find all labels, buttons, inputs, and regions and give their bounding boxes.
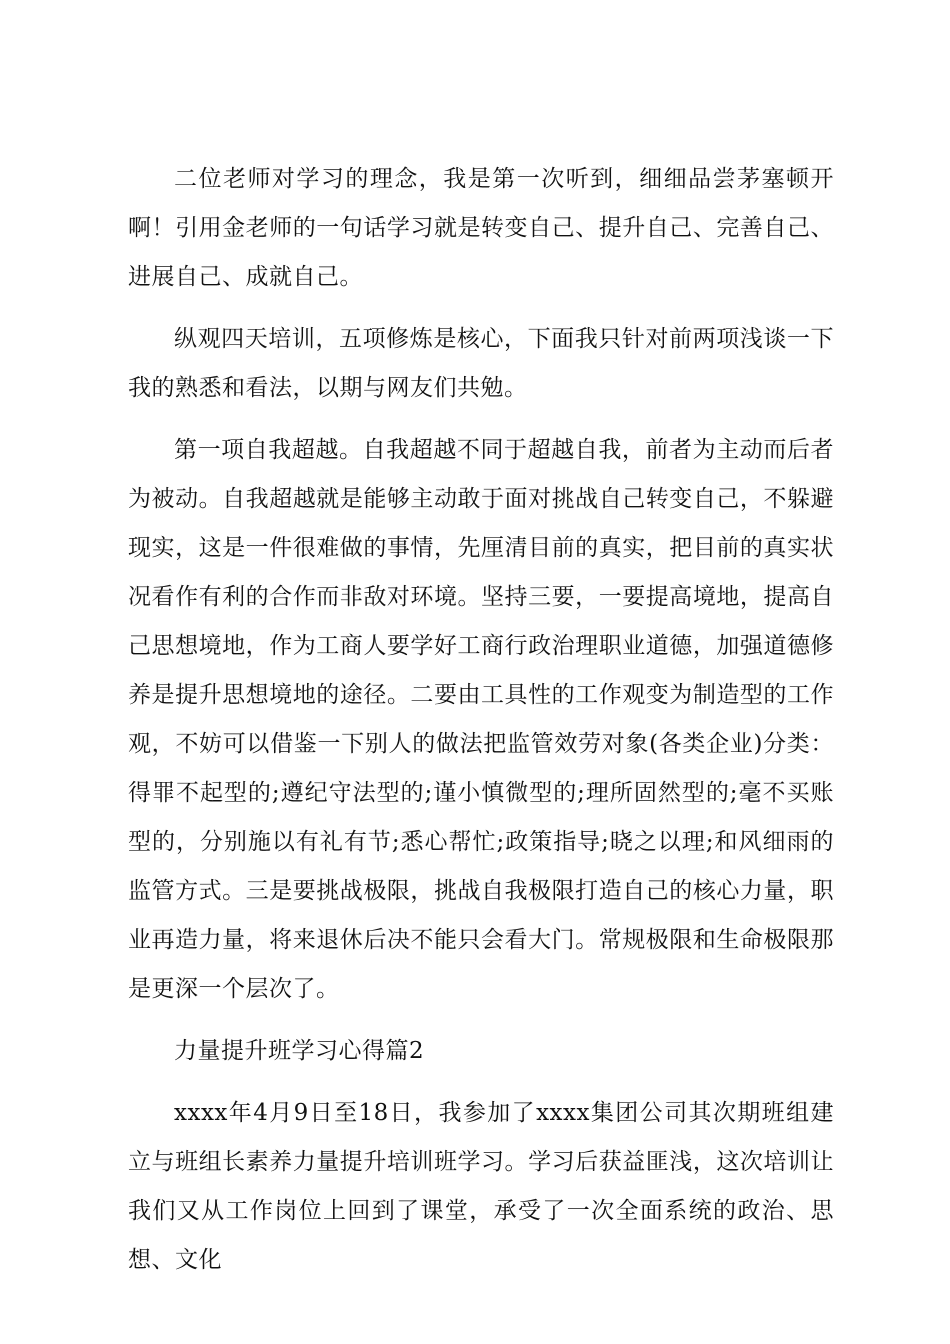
paragraph-1: 二位老师对学习的理念，我是第一次听到，细细品尝茅塞顿开啊！引用金老师的一句话学习就是转变自己、提升自己、完善自己、进展自己、成就自己。 xyxy=(128,166,834,290)
paragraph-3: 第一项自我超越。自我超越不同于超越自我，前者为主动而后者为被动。自我超越就是能够主动敢于面对挑战自己转变自己，不躲避现实，这是一件很难做的事情，先厘清目前的真实，把目前的真实状况看作有利的合作而非敌对环境。坚持三要，一要提高境地，提高自己思想境地，作为工商人要学好工商行政治理职业道德，加强道德修养是提升思想境地的途径。二要由工具性的工作观变为制造型的工作观，不妨可以借鉴一下别人的做法把监管效劳对象(各类企业)分类：得罪不起型的;遵纪守法型的;谨小慎微型的;理所固然型的;毫不买账型的，分别施以有礼有节;悉心帮忙;政策指导;晓之以理;和风细雨的监管方式。三是要挑战极限，挑战自我极限打造自己的核心力量，职业再造力量，将来退休后决不能只会看大门。常规极限和生命极限那是更深一个层次了。 xyxy=(128,437,834,1002)
section-heading: 力量提升班学习心得篇2 xyxy=(174,1038,425,1064)
document-body xyxy=(128,155,834,1298)
paragraph-2: 纵观四天培训，五项修炼是核心，下面我只针对前两项浅谈一下我的熟悉和看法，以期与网友们共勉。 xyxy=(128,326,834,401)
paragraph-4: xxxx年4月9日至18日，我参加了xxxx集团公司其次期班组建立与班组长素养力量提升培训班学习。学习后获益匪浅，这次培训让我们又从工作岗位上回到了课堂，承受了一次全面系统的政治、思想、文化 xyxy=(128,1100,834,1273)
